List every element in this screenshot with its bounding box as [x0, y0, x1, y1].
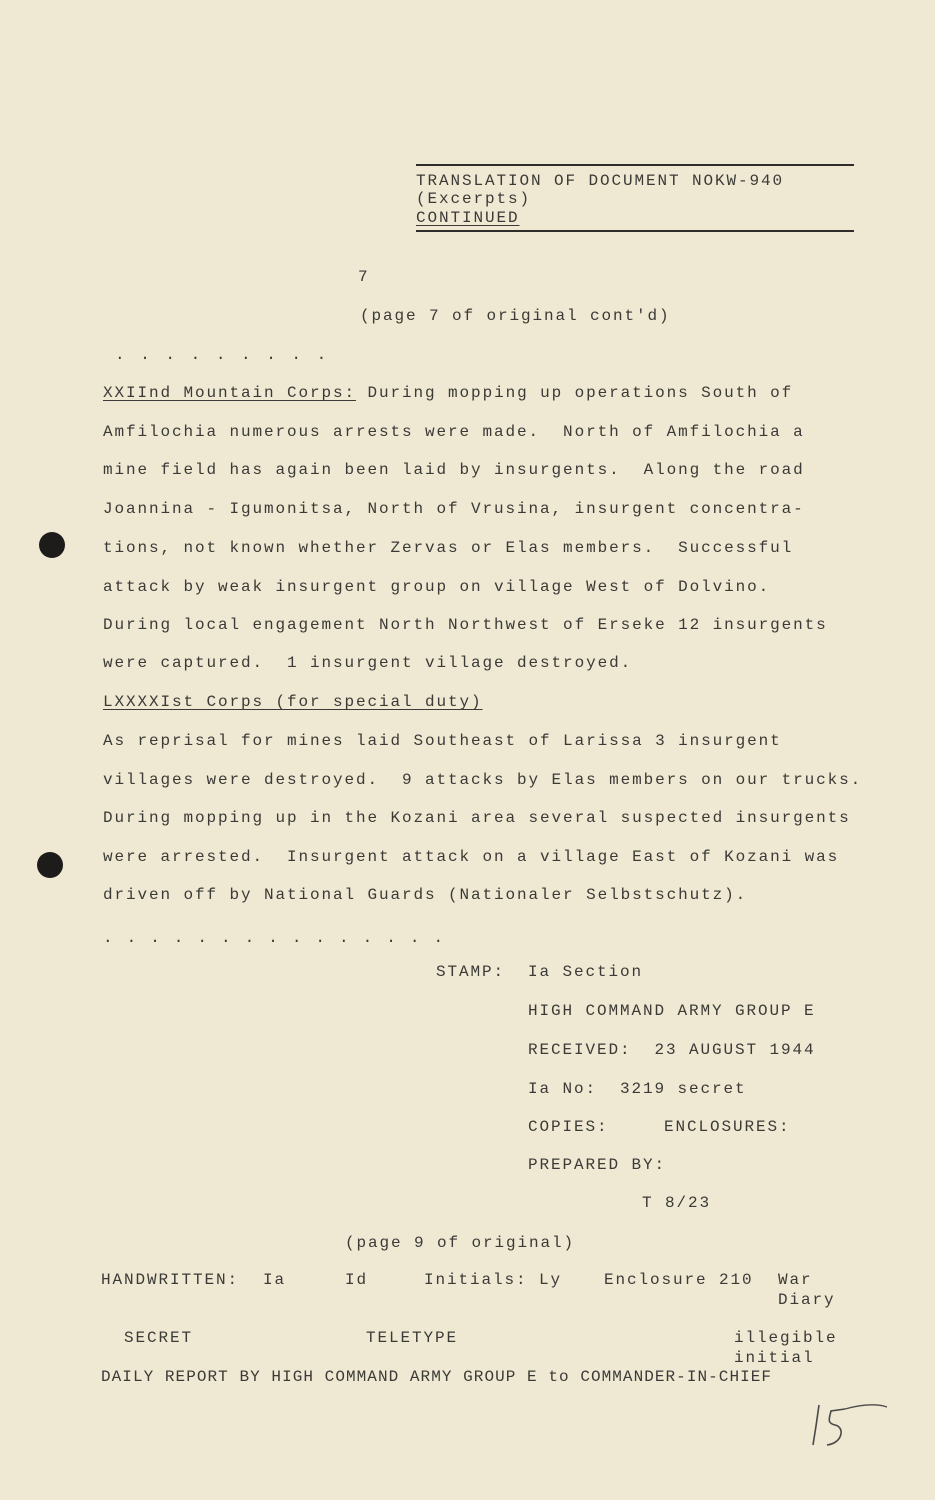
body-line: were captured. 1 insurgent village destroyed.: [103, 654, 633, 672]
punch-hole: [39, 532, 65, 558]
document-title: TRANSLATION OF DOCUMENT NOKW-940: [416, 172, 785, 190]
body-line: During mopping up in the Kozani area several suspected insurgents: [103, 809, 851, 827]
header-bottom-rule: [416, 230, 854, 232]
body-line: tions, not known whether Zervas or Elas members. Successful: [103, 539, 794, 557]
initial-note: initial: [734, 1349, 815, 1367]
continued-label: CONTINUED: [416, 209, 520, 227]
illegible-note: illegible: [734, 1329, 838, 1347]
body-text: During mopping up operations South of: [356, 384, 794, 402]
stamp-label: STAMP:: [436, 963, 506, 981]
body-line: As reprisal for mines laid Southeast of Larissa 3 insurgent: [103, 732, 782, 750]
stamp-enclosures: ENCLOSURES:: [664, 1118, 791, 1136]
stamp-ia-no: Ia No: 3219 secret: [528, 1080, 747, 1098]
page9-note: (page 9 of original): [345, 1234, 576, 1252]
body-line: mine field has again been laid by insurgents. Along the road: [103, 461, 805, 479]
punch-hole: [37, 852, 63, 878]
ellipsis-top: . . . . . . . . .: [115, 346, 330, 364]
handwritten-war: War: [778, 1271, 813, 1289]
handwritten-diary: Diary: [778, 1291, 836, 1309]
section-heading-lxxxxi: LXXXXIst Corps (for special duty): [103, 693, 483, 711]
body-line: During local engagement North Northwest of Erseke 12 insurgents: [103, 616, 828, 634]
handwritten-id: Id: [345, 1271, 369, 1289]
report-title: DAILY REPORT BY HIGH COMMAND ARMY GROUP E to COMMANDER-IN-CHIEF: [101, 1368, 773, 1386]
stamp-prepared: PREPARED BY:: [528, 1156, 667, 1174]
page-number: 7: [358, 268, 370, 286]
header-top-rule: [416, 164, 854, 166]
stamp-section: Ia Section: [528, 963, 644, 981]
document-subtitle: (Excerpts): [416, 190, 532, 208]
handwritten-initials: Initials: Ly: [424, 1271, 563, 1289]
classification: SECRET: [124, 1329, 194, 1347]
stamp-received: RECEIVED: 23 AUGUST 1944: [528, 1041, 816, 1059]
body-line: were arrested. Insurgent attack on a village East of Kozani was: [103, 848, 840, 866]
stamp-command: HIGH COMMAND ARMY GROUP E: [528, 1002, 816, 1020]
ellipsis-bottom: . . . . . . . . . . . . . . .: [103, 929, 446, 947]
body-line: Joannina - Igumonitsa, North of Vrusina, insurgent concentra-: [103, 500, 805, 518]
handwritten-enclosure: Enclosure 210: [604, 1271, 754, 1289]
teletype-label: TELETYPE: [366, 1329, 459, 1347]
body-line: Amfilochia numerous arrests were made. North of Amfilochia a: [103, 423, 805, 441]
handwritten-ia: Ia: [263, 1271, 287, 1289]
page-note: (page 7 of original cont'd): [360, 307, 671, 325]
body-line: [103, 383, 793, 403]
body-line: driven off by National Guards (Nationaler Selbstschutz).: [103, 886, 748, 904]
stamp-ref: T 8/23: [642, 1194, 712, 1212]
body-line: villages were destroyed. 9 attacks by Elas members on our trucks.: [103, 771, 863, 789]
stamp-copies: COPIES:: [528, 1118, 609, 1136]
body-line: attack by weak insurgent group on village West of Dolvino.: [103, 578, 771, 596]
section-heading-xxii: XXIInd Mountain Corps:: [103, 384, 357, 402]
handwritten-signature-mark: [805, 1395, 895, 1455]
handwritten-label: HANDWRITTEN:: [101, 1271, 240, 1289]
